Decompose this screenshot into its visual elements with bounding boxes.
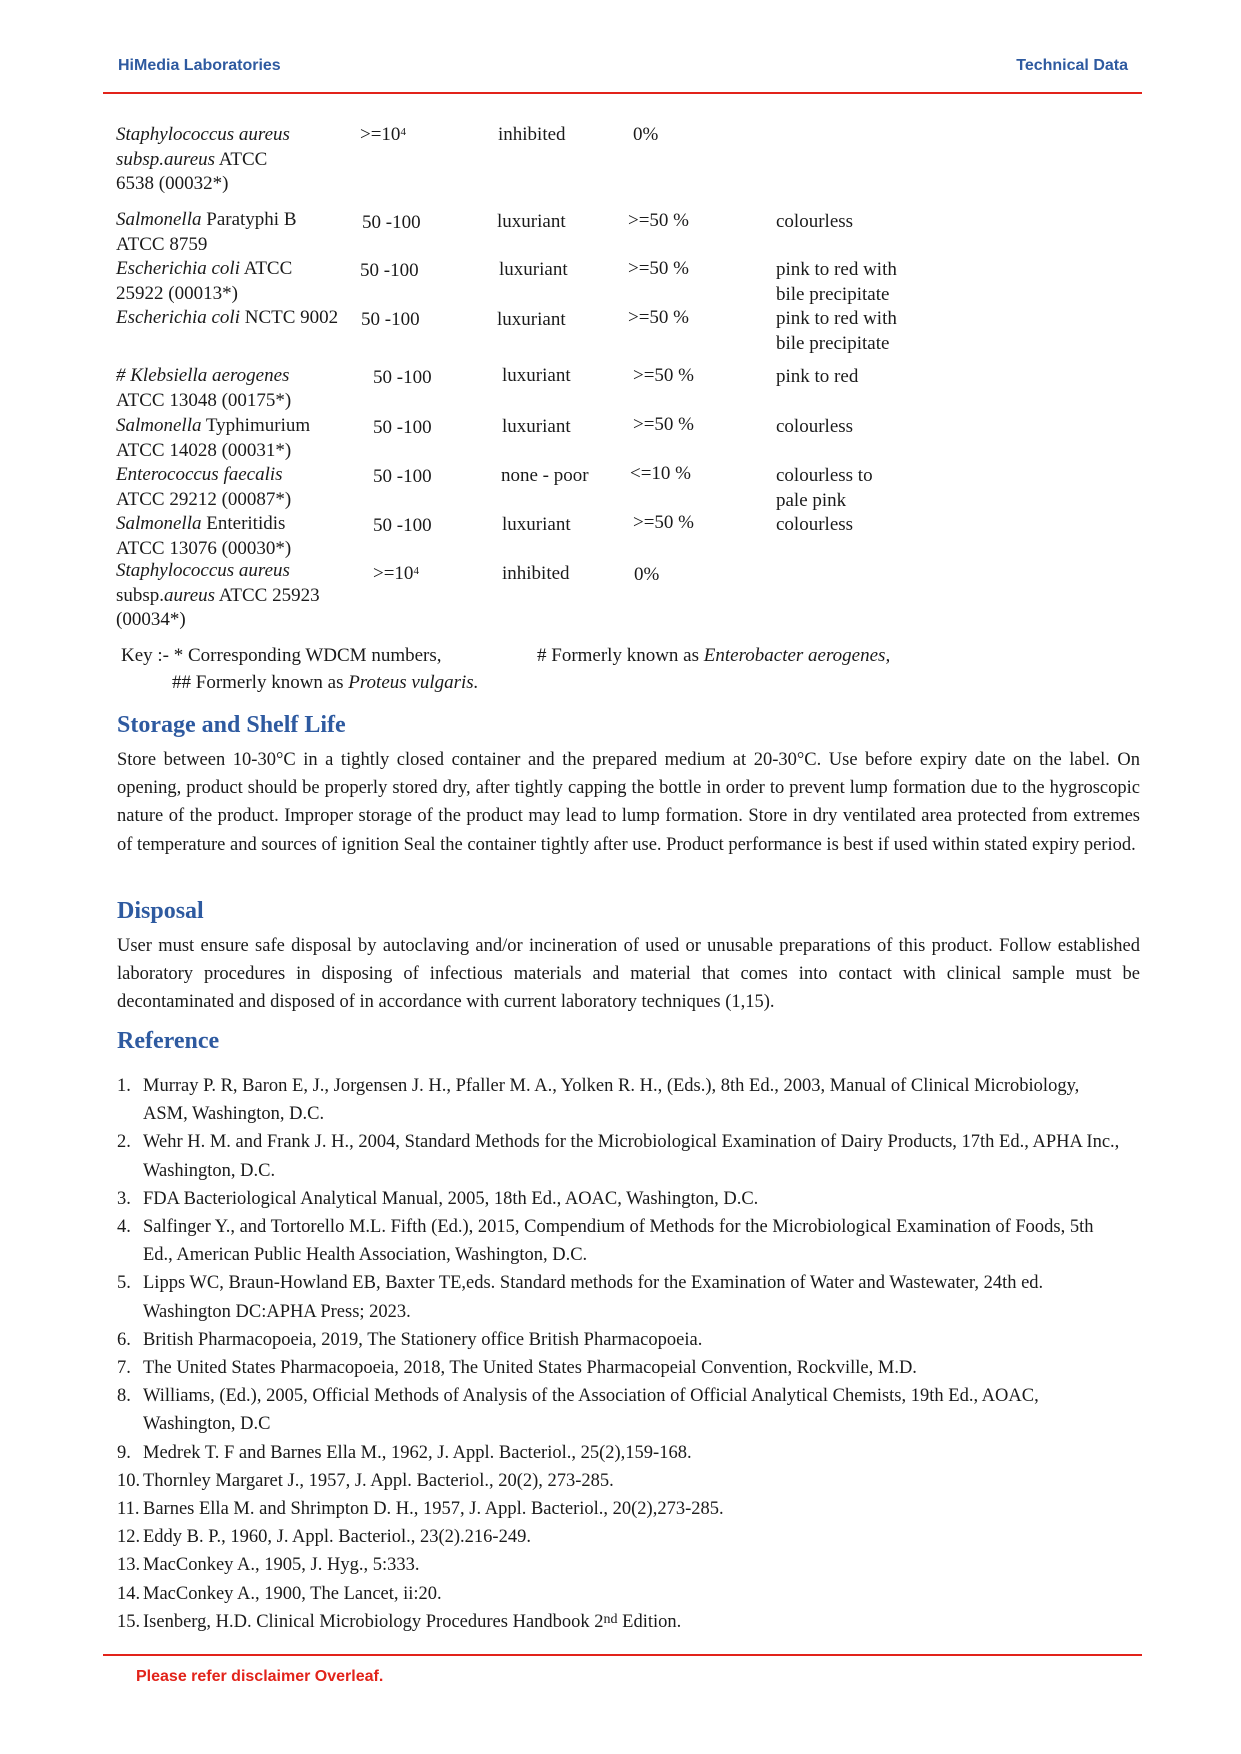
table-row-colour: pink to red with bile precipitate: [776, 259, 897, 305]
footer-disclaimer: Please refer disclaimer Overleaf.: [136, 1668, 384, 1685]
reference-item: 11. Barnes Ella M. and Shrimpton D. H., 1957, J. Appl. Bacteriol., 20(2),273-285.: [117, 1499, 724, 1520]
table-row-organism: Salmonella Paratyphi B ATCC 8759: [116, 209, 297, 255]
reference-item: 9. Medrek T. F and Barnes Ella M., 1962, J. Appl. Bacteriol., 25(2),159-168.: [117, 1442, 692, 1463]
storage-heading: Storage and Shelf Life: [117, 712, 346, 738]
table-row-inoculum: 50 -100: [361, 309, 420, 330]
table-row-organism: Salmonella Enteritidis ATCC 13076 (00030*): [116, 513, 292, 559]
reference-list: [117, 1072, 1127, 1636]
key-line-1-left: Key :- * Corresponding WDCM numbers,: [121, 645, 442, 666]
reference-item: 2. Wehr H. M. and Frank J. H., 2004, Standard Methods for the Microbiological Examination of Dairy Products, 17th Ed., APHA Inc., Washington, D.C.: [117, 1132, 1120, 1181]
table-row-colour: colourless: [776, 211, 854, 232]
reference-item: 10. Thornley Margaret J., 1957, J. Appl. Bacteriol., 20(2), 273-285.: [117, 1470, 614, 1491]
header-company: HiMedia Laboratories: [118, 57, 281, 74]
table-row-recovery: >=50 %: [628, 210, 690, 231]
table-row-growth: inhibited: [502, 563, 570, 584]
table-row-inoculum: $>=10^4$: [373, 563, 419, 584]
table-row-growth: inhibited: [498, 124, 566, 145]
storage-text: Store between 10-30°C in a tightly closed container and the prepared medium at 20-30°C. Use before expiry date on the label. On opening, product should be properly stored dry, after tightly capping the bottle in order to prevent lump formation due to the hygroscopic nature of the product. Improper storage of the product may lead to lump formation. Store in dry ventilated area protected from extremes of temperature and sources of ignition Seal the container tightly after use. Product performance is best if used within stated expiry period.: [117, 750, 1140, 855]
table-row-recovery: 0%: [634, 564, 660, 585]
table-row-recovery: 0%: [633, 124, 659, 145]
reference-item: 7. The United States Pharmacopoeia, 2018, The United States Pharmacopeial Convention, Rockville, M.D.: [117, 1358, 917, 1379]
table-row-growth: luxuriant: [502, 365, 571, 386]
table-row-colour: colourless to pale pink: [776, 465, 873, 511]
reference-item: 14. MacConkey A., 1900, The Lancet, ii:20.: [117, 1583, 442, 1604]
reference-item: 6. British Pharmacopoeia, 2019, The Stationery office British Pharmacopoeia.: [117, 1329, 703, 1350]
table-row-inoculum: 50 -100: [362, 212, 421, 233]
table-row-recovery: <=10 %: [630, 463, 692, 484]
table-row-growth: luxuriant: [497, 211, 566, 232]
table-row-colour: colourless: [776, 416, 854, 437]
table-row-organism: Salmonella Typhimurium ATCC 14028 (00031*): [116, 415, 311, 461]
reference-item: 8. Williams, (Ed.), 2005, Official Methods of Analysis of the Association of Official Analytical Chemists, 19th Ed., AOAC, Washington, D.C: [117, 1386, 1039, 1435]
table-row-growth: luxuriant: [502, 416, 571, 437]
reference-item: 1. Murray P. R, Baron E, J., Jorgensen J. H., Pfaller M. A., Yolken R. H., (Eds.), 8th Ed., 2003, Manual of Clinical Microbiology, ASM, Washington, D.C.: [117, 1076, 1080, 1125]
table-row-recovery: >=50 %: [633, 512, 695, 533]
disposal-text: User must ensure safe disposal by autoclaving and/or incineration of used or unusable preparations of this product. Follow established laboratory procedures in disposing of infectious materials and material that comes into contact with clinical sample must be decontaminated and disposed of in accordance with current laboratory techniques (1,15).: [117, 936, 1140, 1013]
table-row-organism: Escherichia coli ATCC 25922 (00013*): [116, 258, 293, 304]
table-row-recovery: >=50 %: [628, 258, 690, 279]
table-row-organism: Staphylococcus aureus subsp.aureus ATCC 25923 (00034*): [116, 560, 320, 630]
table-row-colour: pink to red: [776, 366, 859, 387]
table-row-growth: luxuriant: [502, 514, 571, 535]
table-row-inoculum: 50 -100: [360, 260, 419, 281]
reference-item: 3. FDA Bacteriological Analytical Manual, 2005, 18th Ed., AOAC, Washington, D.C.: [117, 1188, 759, 1209]
reference-item: 15. Isenberg, H.D. Clinical Microbiology Procedures Handbook 2nd Edition.: [117, 1611, 682, 1632]
reference-heading: Reference: [117, 1028, 220, 1054]
header-doc-type: Technical Data: [1016, 57, 1128, 74]
table-row-inoculum: 50 -100: [373, 417, 432, 438]
key-line-2: ## Formerly known as Proteus vulgaris.: [172, 672, 479, 693]
table-row-recovery: >=50 %: [628, 307, 690, 328]
table-row-recovery: >=50 %: [633, 414, 695, 435]
reference-item: 13. MacConkey A., 1905, J. Hyg., 5:333.: [117, 1555, 420, 1576]
key-line-1-right: # Formerly known as Enterobacter aerogenes,: [537, 645, 891, 666]
table-row-inoculum: 50 -100: [373, 367, 432, 388]
table-row-organism: Staphylococcus aureus subsp.aureus ATCC 6538 (00032*): [116, 124, 290, 194]
table-row-organism: Enterococcus faecalis ATCC 29212 (00087*): [116, 464, 292, 510]
table-row-inoculum: $>=10^4$: [360, 124, 406, 145]
table-row-organism: Escherichia coli NCTC 9002: [116, 307, 339, 328]
footer-rule: [103, 1654, 1142, 1656]
reference-item: 5. Lipps WC, Braun-Howland EB, Baxter TE,eds. Standard methods for the Examination of Water and Wastewater, 24th ed. Washington DC:APHA Press; 2023.: [117, 1273, 1044, 1322]
reference-item: 4. Salfinger Y., and Tortorello M.L. Fifth (Ed.), 2015, Compendium of Methods for the Microbiological Examination of Foods, 5th Ed., American Public Health Association, Washington, D.C.: [117, 1217, 1094, 1266]
table-row-colour: colourless: [776, 514, 854, 535]
table-row-inoculum: 50 -100: [373, 515, 432, 536]
table-row-colour: pink to red with bile precipitate: [776, 308, 897, 354]
table-row-inoculum: 50 -100: [373, 466, 432, 487]
table-row-recovery: >=50 %: [633, 365, 695, 386]
table-row-growth: luxuriant: [499, 259, 568, 280]
table-row-growth: none - poor: [501, 465, 589, 486]
header-rule: [103, 92, 1142, 94]
disposal-heading: Disposal: [117, 898, 204, 924]
table-row-organism: # Klebsiella aerogenes ATCC 13048 (00175*): [116, 365, 292, 411]
table-row-growth: luxuriant: [497, 309, 566, 330]
reference-item: 12. Eddy B. P., 1960, J. Appl. Bacteriol., 23(2).216-249.: [117, 1527, 531, 1548]
